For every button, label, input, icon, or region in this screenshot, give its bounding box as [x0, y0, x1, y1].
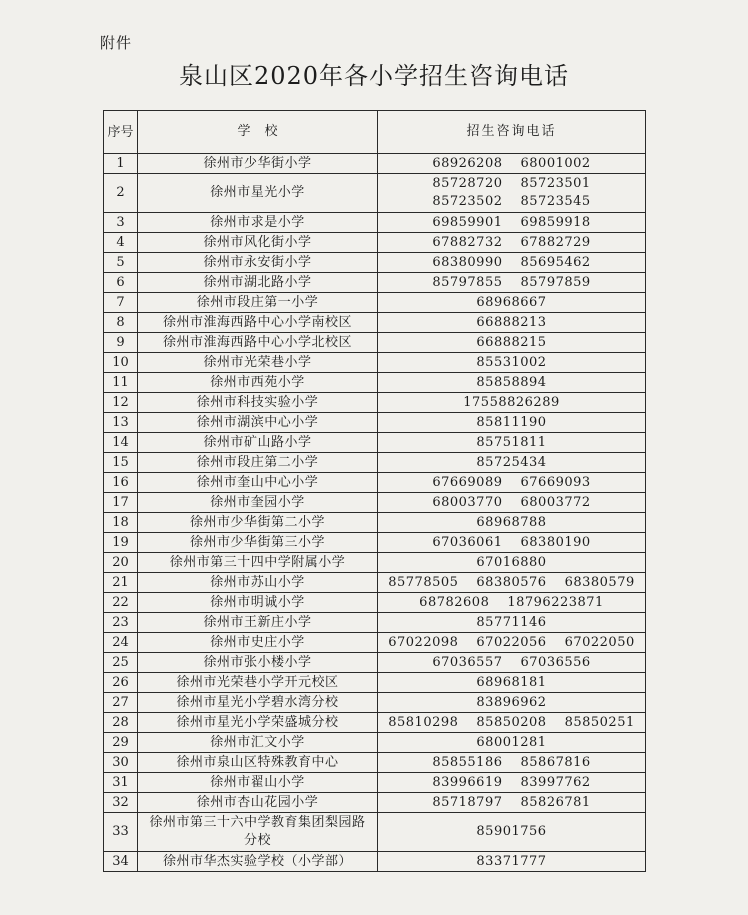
phone-line: [378, 254, 645, 272]
row-index: 9: [104, 333, 138, 353]
row-index: 8: [104, 313, 138, 333]
school-name: 徐州市光荣巷小学开元校区: [138, 673, 378, 693]
school-name: 徐州市汇文小学: [138, 733, 378, 753]
phone-line: [378, 734, 645, 752]
table-row: [104, 174, 646, 213]
table-row: [104, 852, 646, 872]
phone-line: [378, 714, 645, 732]
phone-number: 69859901: [432, 214, 503, 230]
phone-cell: [378, 413, 646, 433]
phone-line: [378, 574, 645, 592]
table-header-row: [104, 111, 646, 154]
row-index: 34: [104, 852, 138, 872]
phone-number: 85826781: [520, 794, 591, 810]
school-name: 徐州市明诚小学: [138, 593, 378, 613]
phone-cell: [378, 553, 646, 573]
phone-cell: [378, 813, 646, 852]
phone-number: 85855186: [432, 754, 503, 770]
phone-number: 68968667: [476, 294, 547, 310]
phone-number: 67022050: [564, 634, 635, 650]
phone-cell: [378, 253, 646, 273]
table-row: [104, 813, 646, 852]
phone-number: 85797855: [432, 274, 503, 290]
phone-number: 85771146: [476, 614, 547, 630]
table-row: [104, 573, 646, 593]
table-row: [104, 693, 646, 713]
phone-cell: [378, 174, 646, 213]
phone-line: [378, 534, 645, 552]
table-row: [104, 273, 646, 293]
phone-line: [378, 175, 645, 193]
table-row: [104, 593, 646, 613]
phone-number: 67022056: [476, 634, 547, 650]
school-name: 徐州市星光小学荣盛城分校: [138, 713, 378, 733]
school-name: 徐州市奎园小学: [138, 493, 378, 513]
table-row: [104, 673, 646, 693]
school-name: 徐州市张小楼小学: [138, 653, 378, 673]
phone-number: 67036557: [432, 654, 503, 670]
phone-number: 68380190: [520, 534, 591, 550]
phone-number: 68003770: [432, 494, 503, 510]
phone-number: 67036556: [520, 654, 591, 670]
phone-number: 85695462: [520, 254, 591, 270]
school-name: 徐州市奎山中心小学: [138, 473, 378, 493]
phone-line: [378, 274, 645, 292]
row-index: 17: [104, 493, 138, 513]
phone-cell: [378, 273, 646, 293]
row-index: 11: [104, 373, 138, 393]
row-index: 24: [104, 633, 138, 653]
school-name: 徐州市翟山小学: [138, 773, 378, 793]
phone-line: [378, 774, 645, 792]
header-index: 序号: [104, 111, 138, 154]
school-name: 徐州市光荣巷小学: [138, 353, 378, 373]
phone-line: [378, 334, 645, 352]
phone-number: 68003772: [520, 494, 591, 510]
phone-cell: [378, 293, 646, 313]
row-index: 19: [104, 533, 138, 553]
phone-cell: [378, 593, 646, 613]
phone-number: 85797859: [520, 274, 591, 290]
phone-number: 17558826289: [463, 394, 560, 410]
row-index: 4: [104, 233, 138, 253]
row-index: 15: [104, 453, 138, 473]
phone-number: 83996619: [432, 774, 503, 790]
table-row: [104, 613, 646, 633]
phone-number: 67882729: [520, 234, 591, 250]
school-name: 徐州市湖滨中心小学: [138, 413, 378, 433]
phone-number: 85901756: [476, 824, 547, 839]
phone-number: 67669093: [520, 474, 591, 490]
table-row: [104, 633, 646, 653]
phone-number: 83997762: [520, 774, 591, 790]
row-index: 5: [104, 253, 138, 273]
phone-cell: [378, 653, 646, 673]
table-row: [104, 293, 646, 313]
phone-cell: [378, 693, 646, 713]
row-index: 28: [104, 713, 138, 733]
phone-number: 85751811: [476, 434, 547, 450]
page-title: 泉山区2020年各小学招生咨询电话: [178, 62, 570, 90]
school-name: 徐州市星光小学碧水湾分校: [138, 693, 378, 713]
school-name: 徐州市华杰实验学校（小学部）: [138, 852, 378, 872]
phone-cell: [378, 353, 646, 373]
school-name: 徐州市求是小学: [138, 213, 378, 233]
row-index: 2: [104, 174, 138, 213]
school-phone-table: [103, 110, 646, 872]
phone-number: 85718797: [432, 794, 503, 810]
phone-line: [378, 754, 645, 772]
phone-line: [378, 434, 645, 452]
phone-line: [378, 694, 645, 712]
phone-line: [378, 794, 645, 812]
row-index: 7: [104, 293, 138, 313]
table-row: [104, 793, 646, 813]
row-index: 14: [104, 433, 138, 453]
phone-number: 85778505: [388, 574, 459, 590]
phone-line: [378, 614, 645, 632]
table-row: [104, 373, 646, 393]
phone-cell: [378, 673, 646, 693]
row-index: 30: [104, 753, 138, 773]
header-phone: 招生咨询电话: [378, 111, 646, 154]
school-name: 徐州市湖北路小学: [138, 273, 378, 293]
school-name: 徐州市泉山区特殊教育中心: [138, 753, 378, 773]
row-index: 18: [104, 513, 138, 533]
phone-number: 83896962: [476, 694, 547, 710]
phone-line: [378, 853, 645, 871]
row-index: 22: [104, 593, 138, 613]
phone-number: 67022098: [388, 634, 459, 650]
phone-number: 66888215: [476, 334, 547, 350]
school-name: 徐州市段庄第二小学: [138, 453, 378, 473]
phone-line: [378, 214, 645, 232]
school-name: 徐州市科技实验小学: [138, 393, 378, 413]
phone-number: 85858894: [476, 374, 547, 390]
school-name: 徐州市永安街小学: [138, 253, 378, 273]
phone-line: [378, 193, 645, 211]
phone-number: 68926208: [432, 155, 503, 171]
table-row: [104, 553, 646, 573]
school-name: 徐州市矿山路小学: [138, 433, 378, 453]
phone-number: 18796223871: [507, 594, 604, 610]
phone-line: [378, 394, 645, 412]
school-name: 徐州市第三十六中学教育集团梨园路分校: [138, 813, 378, 852]
phone-number: 85723502: [432, 194, 503, 209]
phone-number: 85723545: [520, 194, 591, 209]
phone-cell: [378, 613, 646, 633]
phone-cell: [378, 493, 646, 513]
phone-line: [378, 674, 645, 692]
phone-number: 67016880: [476, 554, 547, 570]
phone-number: 85723501: [520, 176, 591, 191]
table-row: [104, 313, 646, 333]
phone-number: 68001002: [520, 155, 591, 171]
phone-line: [378, 314, 645, 332]
phone-line: [378, 294, 645, 312]
table-row: [104, 453, 646, 473]
row-index: 3: [104, 213, 138, 233]
row-index: 31: [104, 773, 138, 793]
phone-number: 85810298: [388, 714, 459, 730]
phone-number: 68380579: [564, 574, 635, 590]
phone-cell: [378, 533, 646, 553]
phone-line: [378, 234, 645, 252]
school-name: 徐州市王新庄小学: [138, 613, 378, 633]
table-row: [104, 433, 646, 453]
phone-number: 68968788: [476, 514, 547, 530]
school-name: 徐州市第三十四中学附属小学: [138, 553, 378, 573]
phone-line: [378, 454, 645, 472]
phone-line: [378, 554, 645, 572]
table-row: [104, 513, 646, 533]
phone-line: [378, 374, 645, 392]
phone-cell: [378, 313, 646, 333]
phone-number: 85725434: [476, 454, 547, 470]
phone-number: 67882732: [432, 234, 503, 250]
phone-cell: [378, 213, 646, 233]
table-row: [104, 353, 646, 373]
phone-cell: [378, 393, 646, 413]
school-name: 徐州市少华街第三小学: [138, 533, 378, 553]
phone-cell: [378, 333, 646, 353]
phone-line: [378, 474, 645, 492]
phone-cell: [378, 513, 646, 533]
table-row: [104, 493, 646, 513]
phone-number: 67036061: [432, 534, 503, 550]
phone-cell: [378, 233, 646, 253]
row-index: 13: [104, 413, 138, 433]
phone-line: [378, 514, 645, 532]
phone-line: [378, 354, 645, 372]
row-index: 33: [104, 813, 138, 852]
phone-number: 68001281: [476, 734, 547, 750]
row-index: 32: [104, 793, 138, 813]
school-name: 徐州市少华街小学: [138, 154, 378, 174]
phone-line: [378, 155, 645, 173]
row-index: 20: [104, 553, 138, 573]
phone-number: 68380576: [476, 574, 547, 590]
phone-number: 69859918: [520, 214, 591, 230]
table-row: [104, 213, 646, 233]
table-row: [104, 154, 646, 174]
header-school: 学校: [138, 111, 378, 154]
school-name: 徐州市段庄第一小学: [138, 293, 378, 313]
table-row: [104, 733, 646, 753]
row-index: 26: [104, 673, 138, 693]
phone-number: 68968181: [476, 674, 547, 690]
table-row: [104, 393, 646, 413]
phone-number: 85728720: [432, 176, 503, 191]
phone-cell: [378, 453, 646, 473]
phone-cell: [378, 373, 646, 393]
phone-cell: [378, 433, 646, 453]
row-index: 21: [104, 573, 138, 593]
phone-cell: [378, 773, 646, 793]
row-index: 16: [104, 473, 138, 493]
phone-line: [378, 654, 645, 672]
phone-cell: [378, 473, 646, 493]
school-name: 徐州市少华街第二小学: [138, 513, 378, 533]
phone-cell: [378, 573, 646, 593]
phone-cell: [378, 753, 646, 773]
table-row: [104, 773, 646, 793]
table-row: [104, 653, 646, 673]
phone-cell: [378, 633, 646, 653]
phone-number: 85531002: [476, 354, 547, 370]
attachment-label: 附件: [100, 34, 133, 52]
school-name: 徐州市风化街小学: [138, 233, 378, 253]
row-index: 10: [104, 353, 138, 373]
phone-cell: [378, 713, 646, 733]
school-name: 徐州市史庄小学: [138, 633, 378, 653]
phone-line: [378, 634, 645, 652]
phone-number: 85867816: [520, 754, 591, 770]
row-index: 27: [104, 693, 138, 713]
school-name: 徐州市苏山小学: [138, 573, 378, 593]
phone-cell: [378, 154, 646, 174]
school-name: 徐州市西苑小学: [138, 373, 378, 393]
phone-line: [378, 594, 645, 612]
phone-number: 85850251: [564, 714, 635, 730]
phone-number: 83371777: [476, 853, 547, 869]
phone-number: 85811190: [476, 414, 547, 430]
school-name: 徐州市淮海西路中心小学南校区: [138, 313, 378, 333]
phone-line: [378, 823, 645, 841]
row-index: 23: [104, 613, 138, 633]
table-row: [104, 753, 646, 773]
row-index: 1: [104, 154, 138, 174]
phone-number: 66888213: [476, 314, 547, 330]
phone-number: 85850208: [476, 714, 547, 730]
table-row: [104, 473, 646, 493]
table-body: [104, 154, 646, 872]
school-name: 徐州市杏山花园小学: [138, 793, 378, 813]
table-row: [104, 533, 646, 553]
phone-line: [378, 494, 645, 512]
phone-cell: [378, 793, 646, 813]
phone-number: 68380990: [432, 254, 503, 270]
table-row: [104, 253, 646, 273]
phone-cell: [378, 852, 646, 872]
phone-line: [378, 414, 645, 432]
phone-cell: [378, 733, 646, 753]
row-index: 12: [104, 393, 138, 413]
school-name: 徐州市淮海西路中心小学北校区: [138, 333, 378, 353]
phone-number: 68782608: [419, 594, 490, 610]
table-row: [104, 413, 646, 433]
school-name: 徐州市星光小学: [138, 174, 378, 213]
row-index: 29: [104, 733, 138, 753]
phone-number: 67669089: [432, 474, 503, 490]
row-index: 6: [104, 273, 138, 293]
table-row: [104, 713, 646, 733]
table-row: [104, 333, 646, 353]
table-row: [104, 233, 646, 253]
row-index: 25: [104, 653, 138, 673]
